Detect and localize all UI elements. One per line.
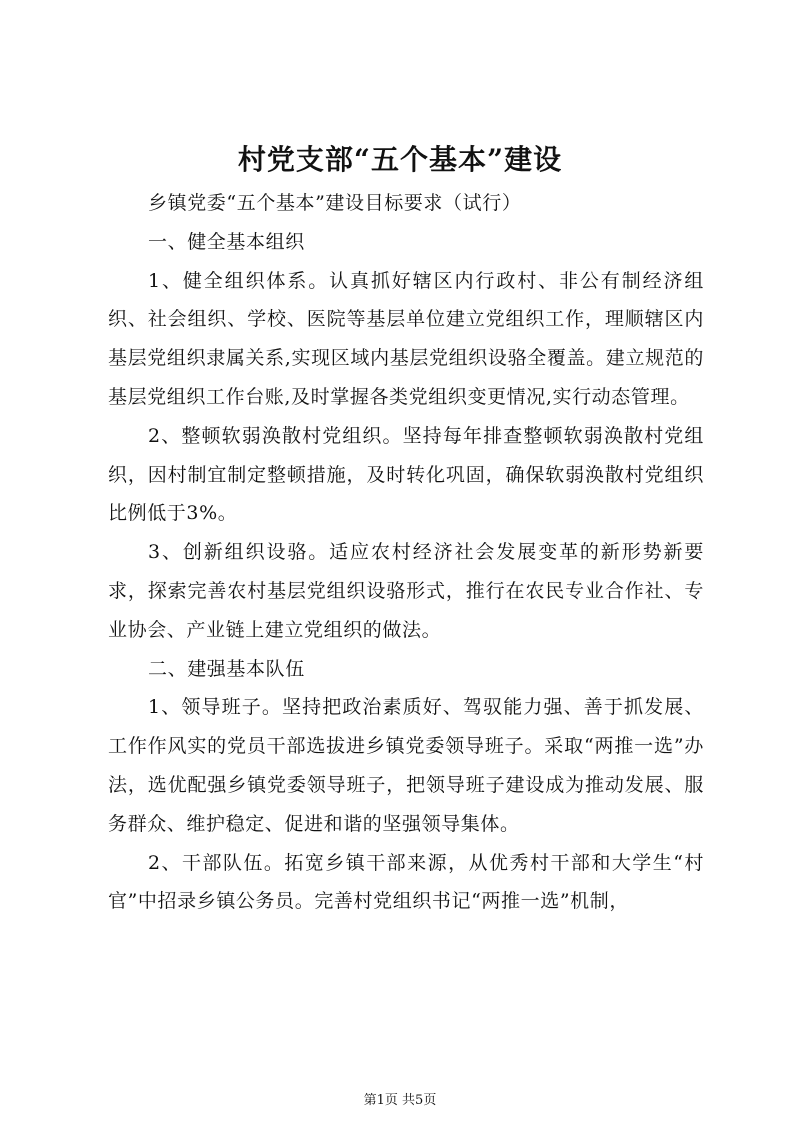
- document-body: [108, 184, 704, 921]
- paragraph: 3、创新组织设骆。适应农村经济社会发展变革的新形势新要求，探索完善农村基层党组织设骆形式，推行在农民专业合作社、专业协会、产业链上建立党组织的做法。: [108, 541, 704, 641]
- paragraph-heading-1: 一、健全基本组织: [148, 230, 305, 253]
- document-title: 村党支部“五个基本”建设: [237, 143, 563, 176]
- paragraph: 2、干部队伍。拓宽乡镇干部来源，从优秀村干部和大学生“村官”中招录乡镇公务员。完善村党组织书记“两推一选”机制，: [108, 851, 704, 913]
- paragraph: 2、整顿软弱涣散村党组织。坚持每年排查整顿软弱涣散村党组织，因村制宜制定整顿措施，及时转化巩固，确保软弱涣散村党组织比例低于3%。: [108, 424, 704, 525]
- paragraph-subtitle: 乡镇党委“五个基本”建设目标要求（试行）: [148, 192, 522, 214]
- paragraph: 1、领导班子。坚持把政治素质好、驾驭能力强、善于抓发展、工作作风实的党员干部选拔进乡镇党委领导班子。采取“两推一选”办法，选优配强乡镇党委领导班子，把领导班子建设成为推动发展、服务群众、维护稳定、促进和谐的坚强领导集体。: [108, 696, 704, 835]
- paragraph-heading-2: 二、建强基本队伍: [148, 657, 305, 680]
- page-footer: 第1页 共5页: [363, 1093, 437, 1108]
- paragraph: 1、健全组织体系。认真抓好辖区内行政村、非公有制经济组织、社会组织、学校、医院等基层单位建立党组织工作，理顺辖区内基层党组织隶属关系,实现区域内基层党组织设骆全覆盖。建立规范的基层党组织工作台账,及时掌握各类党组织变更情况,实行动态管理。: [108, 269, 704, 408]
